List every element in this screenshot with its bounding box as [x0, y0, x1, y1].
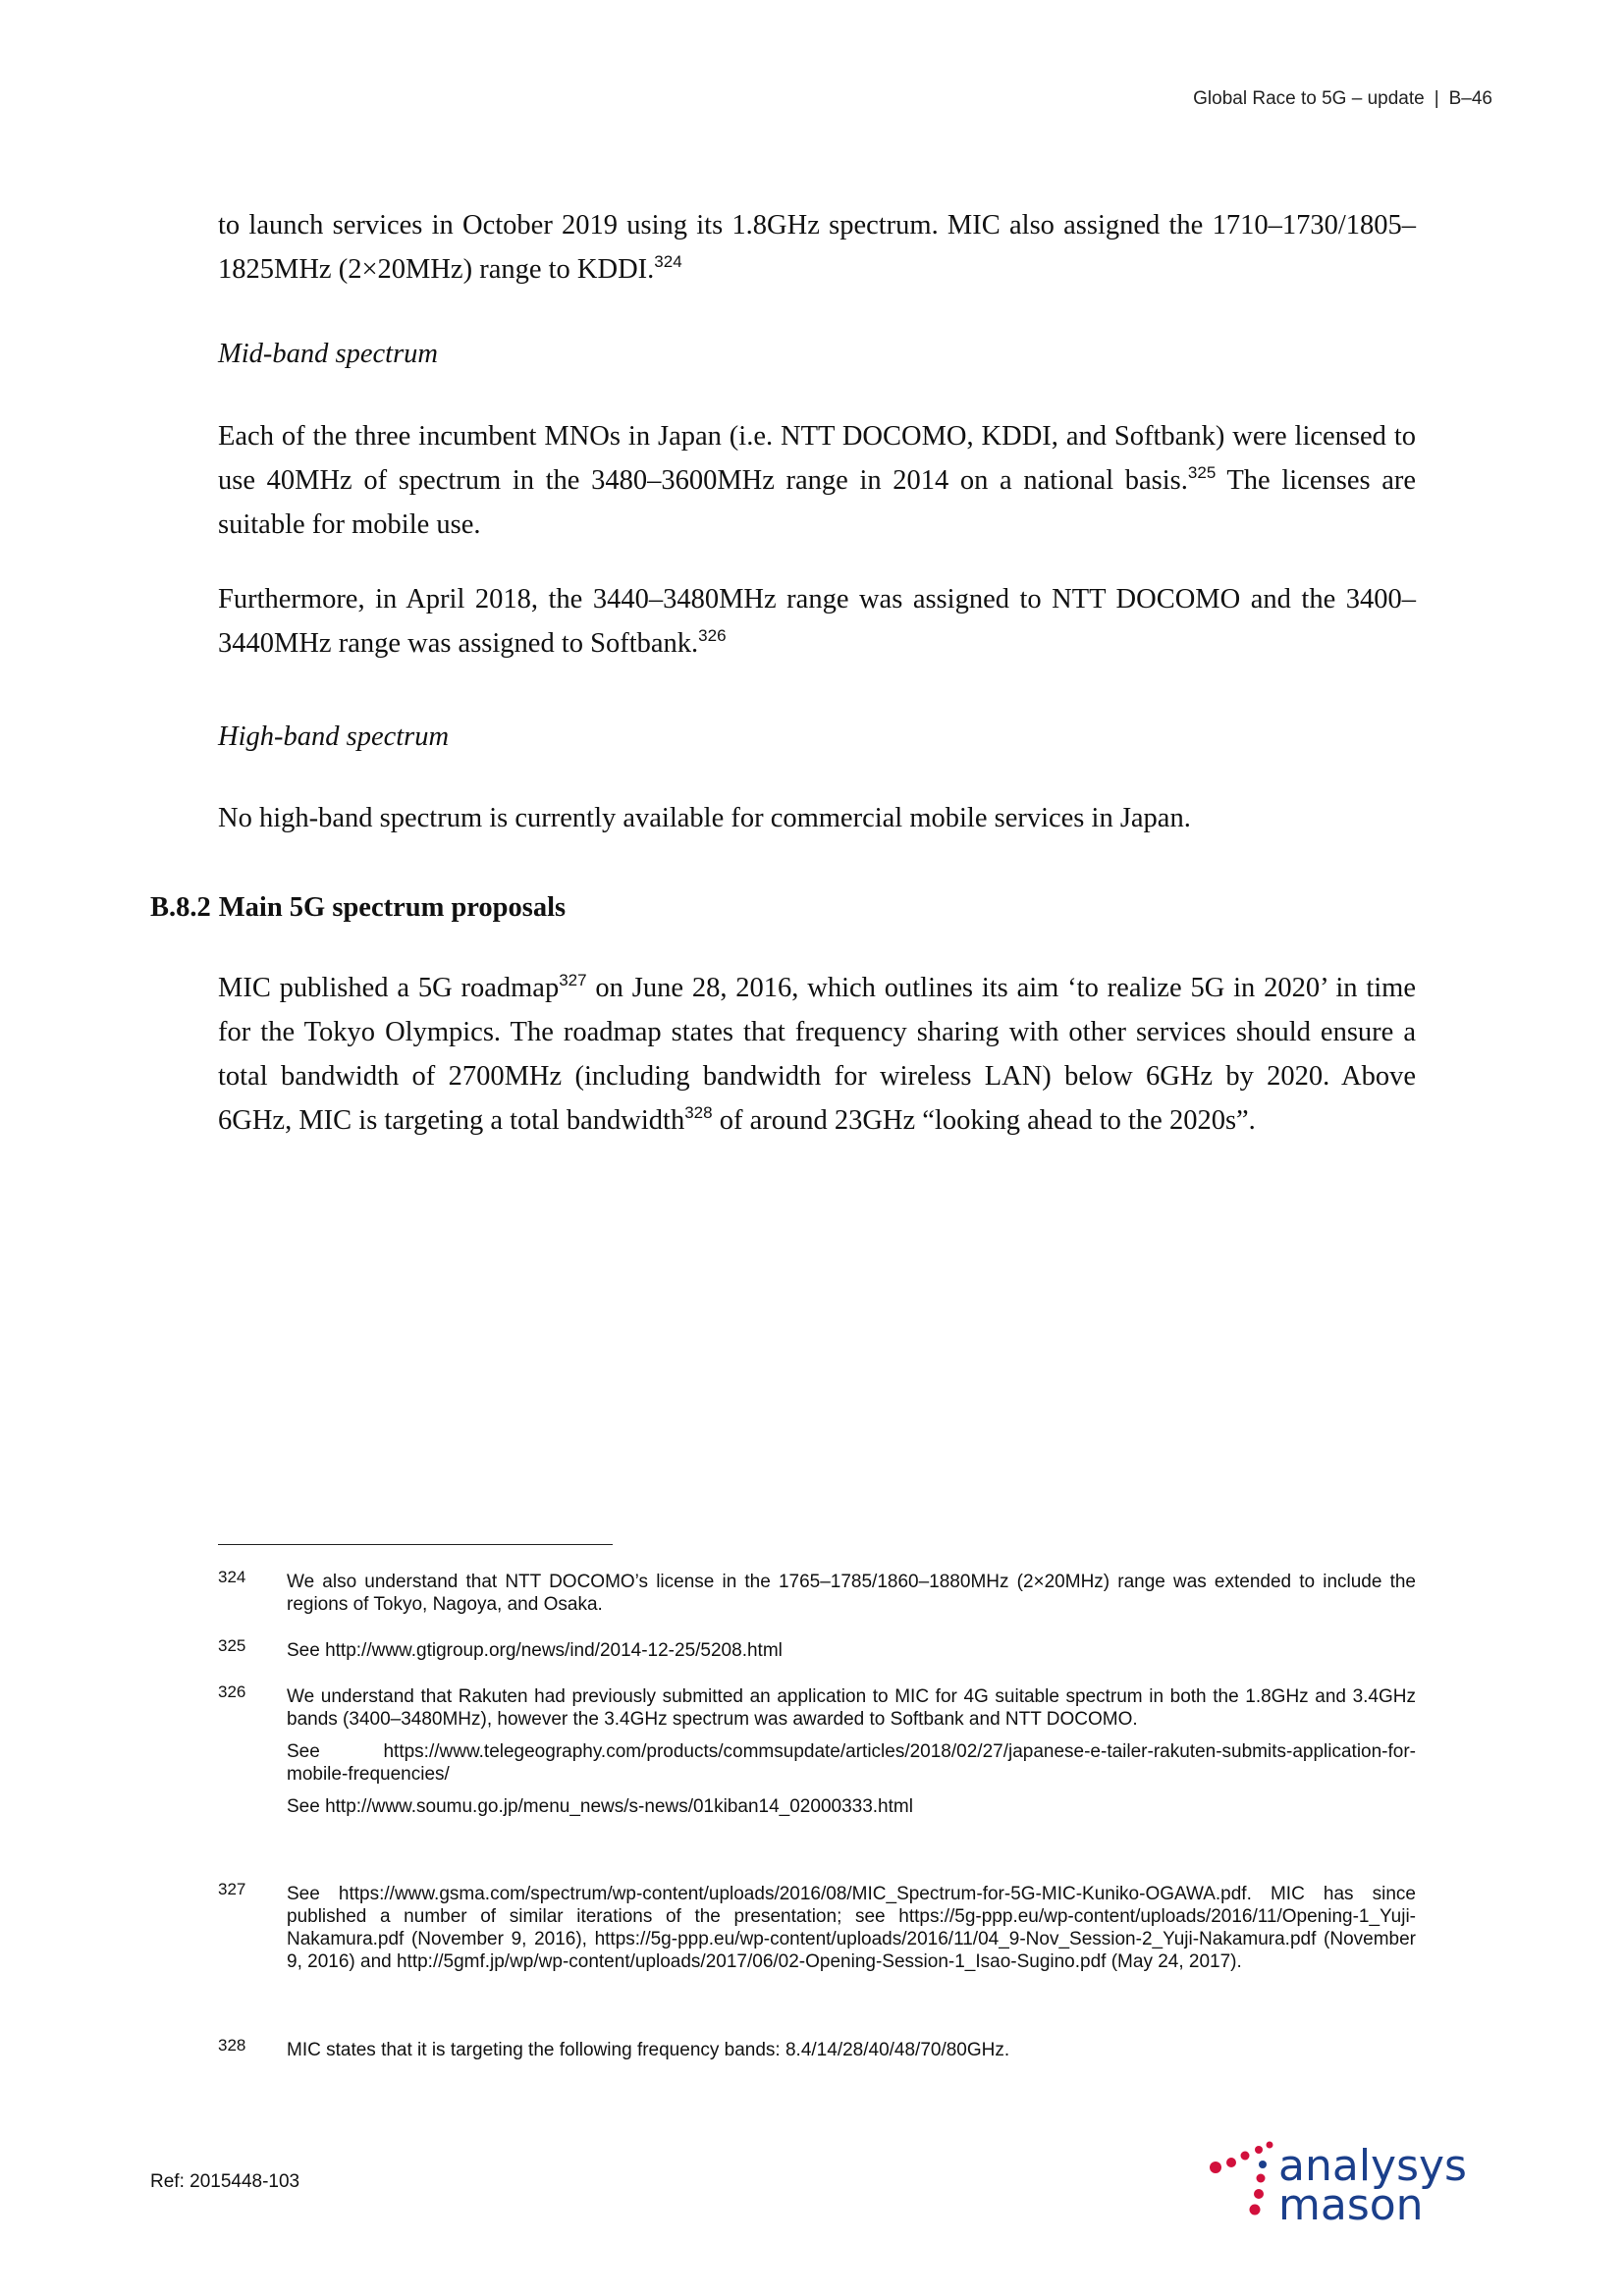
footnote-number: 326 — [218, 1682, 246, 1701]
subheading-mid-band: Mid-band spectrum — [218, 339, 439, 369]
footnote-link[interactable]: See http://www.gtigroup.org/news/ind/2014-12-25/5208.html — [287, 1640, 783, 1661]
footnote-ref-326[interactable]: 326 — [698, 626, 727, 645]
footnote-link[interactable]: See https://www.telegeography.com/products/commsupdate/articles/2018/02/27/japanese-e-tailer-rakuten-submits-application-for-mobile-frequencies/ — [287, 1741, 1416, 1785]
paragraph-5g-roadmap: MIC published a 5G roadmap$^{327}$ on June 28, 2016, which outlines its aim ‘to realize 5G in 2020’ in time for the Tokyo Olympics. The roadmap states that frequency sharing with other services should ensure a total bandwidth of 2700MHz (including bandwidth for wireless LAN) below 6GHz by 2020. Above 6GHz, MIC is targeting a total bandwidth$^{328}$ of around 23GHz “looking ahead to the 2020s”. — [218, 971, 1416, 1136]
paragraph-no-high-band: No high-band spectrum is currently available for commercial mobile services in Japan. — [218, 803, 1191, 833]
logo-dots-icon — [1208, 2135, 1278, 2223]
header-separator: | — [1434, 88, 1439, 109]
footnote-link[interactable]: See http://www.soumu.go.jp/menu_news/s-news/01kiban14_02000333.html — [287, 1796, 913, 1817]
page-number: B–46 — [1448, 88, 1492, 109]
footnote-ref-325[interactable]: 325 — [1187, 463, 1217, 482]
running-header — [1193, 88, 1492, 110]
footnote-326 — [218, 1682, 1416, 1818]
subheading-high-band: High-band spectrum — [218, 721, 450, 752]
footnote-327 — [218, 1880, 1416, 1973]
footnote-text: MIC states that it is targeting the following frequency bands: 8.4/14/28/40/48/70/80GHz. — [287, 2040, 1010, 2060]
footnote-328 — [218, 2036, 1416, 2061]
logo-word-mason: mason — [1278, 2180, 1424, 2230]
section-number: B.8.2 — [150, 892, 211, 923]
section-title: Main 5G spectrum proposals — [218, 892, 567, 923]
footnote-ref-328[interactable]: 328 — [684, 1103, 713, 1122]
logo-word-analysys: analysys — [1278, 2141, 1467, 2191]
footnote-ref-324[interactable]: 324 — [654, 252, 682, 271]
footnote-text: We also understand that NTT DOCOMO’s license in the 1765–1785/1860–1880MHz (2×20MHz) range was extended to include the regions of Tokyo, Nagoya, and Osaka. — [287, 1572, 1416, 1615]
header-title: Global Race to 5G – update — [1193, 88, 1425, 109]
footnote-number: 324 — [218, 1568, 246, 1586]
footnote-number: 328 — [218, 2036, 246, 2055]
section-heading — [150, 892, 566, 924]
document-reference: Ref: 2015448-103 — [150, 2171, 300, 2192]
paragraph-incumbent-mnos: Each of the three incumbent MNOs in Japan (i.e. NTT DOCOMO, KDDI, and Softbank) were licensed to use 40MHz of spectrum in the 3480–3600MHz range in 2014 on a national basis.$^{325}$ The licenses are suitable for mobile use. — [218, 421, 1416, 540]
analysys-mason-logo — [1208, 2135, 1512, 2230]
footnote-number: 325 — [218, 1636, 246, 1655]
footnote-325 — [218, 1636, 1416, 1662]
footnote-number: 327 — [218, 1880, 246, 1898]
paragraph-april-2018: Furthermore, in April 2018, the 3440–3480MHz range was assigned to NTT DOCOMO and the 3400–3440MHz range was assigned to Softbank.$^{326}$ — [218, 584, 1416, 659]
footnote-text: See https://www.gsma.com/spectrum/wp-content/uploads/2016/08/MIC_Spectrum-for-5G-MIC-Kuniko-OGAWA.pdf. MIC has since published a number of similar iterations of the presentation; see https://5g-ppp.eu/wp-content/uploads/2016/11/Opening-1_Yuji-Nakamura.pdf (November 9, 2016), https://5g-ppp.eu/wp-content/uploads/2016/11/04_9-Nov_Session-2_Yuji-Nakamura.pdf (November 9, 2016) and http://5gmf.jp/wp/wp-content/uploads/2017/06/02-Opening-Session-1_Isao-Sugino.pdf (May 24, 2017). — [287, 1884, 1416, 1972]
paragraph-launch-services: to launch services in October 2019 using its 1.8GHz spectrum. MIC also assigned the 1710–1730/1805–1825MHz (2×20MHz) range to KDDI.$^{324}$ — [218, 210, 1416, 285]
footnote-text: We understand that Rakuten had previously submitted an application to MIC for 4G suitable spectrum in both the 1.8GHz and 3.4GHz bands (3400–3480MHz), however the 3.4GHz spectrum was awarded to Softbank and NTT DOCOMO. — [287, 1686, 1416, 1730]
footnote-ref-327[interactable]: 327 — [559, 971, 587, 989]
footnote-324 — [218, 1568, 1416, 1616]
footnote-separator — [218, 1544, 613, 1545]
